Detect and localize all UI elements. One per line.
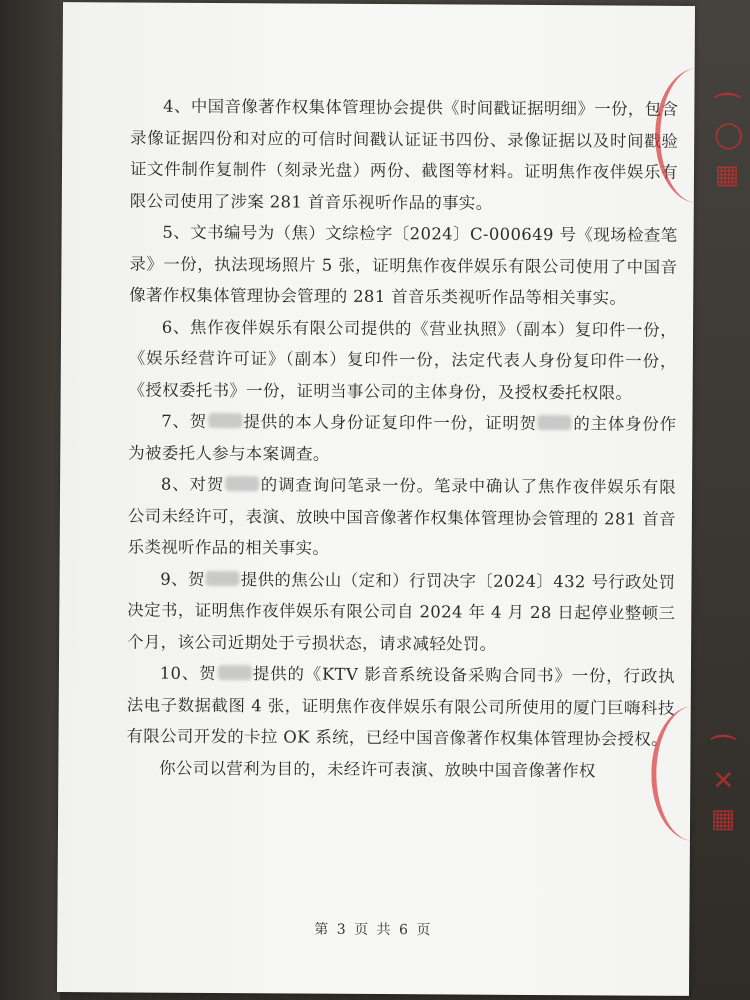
paragraph-item-7: 7、贺 提供的本人身份证复印件一份，证明贺 的主体身份作为被委托人参与本案调查。 xyxy=(128,411,677,464)
document-page xyxy=(57,2,744,996)
seal-stamp-edge xyxy=(651,706,737,842)
paragraph-item-4: 4、中国音像著作权集体管理协会提供《时间戳证据明细》一份，包含录像证据四份和对应的可信时间戳认证证书四份、录像证据以及时间戳验证文件制作复制件（刻录光盘）两份、截图等材料。证明焦作夜伴娱乐有限公司使用了涉案 281 首音乐视听作品的事实。 xyxy=(129,96,679,213)
seal-mark-icon: ⌒ xyxy=(710,734,737,765)
seal-mark-icon: ▦ xyxy=(710,804,736,835)
paragraph-item-10: 10、贺 提供的《KTV 影音系统设备采购合同书》一份，行政执法电子数据截图 4 张，证明焦作夜伴娱乐有限公司所使用的厦门巨嗨科技有限公司开发的卡拉 OK 系统，已经中国音像著作权集体管理协会授权。 xyxy=(126,663,675,749)
background-shadow xyxy=(0,0,60,1000)
seal-mark-icon: ⌒ xyxy=(714,92,741,123)
page-footer: 第 3 页 共 6 页 xyxy=(314,921,433,939)
paragraph-item-6: 6、焦作夜伴娱乐有限公司提供的《营业执照》（副本）复印件一份，《娱乐经营许可证》（副本）复印件一份，法定代表人身份复印件一份，《授权委托书》一份，证明当事公司的主体身份，及授权委托权限。 xyxy=(128,317,678,403)
redacted-name xyxy=(206,570,240,585)
seal-mark-icon: ◯ xyxy=(714,120,744,151)
paragraph-conclusion: 你公司以营利为目的，未经许可表演、放映中国音像著作权 xyxy=(159,758,596,780)
paragraph-item-5: 5、文书编号为（焦）文综检字〔2024〕C-000649 号《现场检查笔录》一份，执法现场照片 5 张，证明焦作夜伴娱乐有限公司使用了中国音像著作权集体管理协会管理的 281 首音乐类视听作品等相关事实。 xyxy=(129,222,678,308)
seal-mark-icon: ▦ xyxy=(714,160,740,191)
document-body xyxy=(126,90,678,786)
paragraph-item-8: 8、对贺 的调查询问笔录一份。笔录中确认了焦作夜伴娱乐有限公司未经许可，表演、放映中国音像著作权集体管理协会管理的 281 首音乐类视听作品的相关事实。 xyxy=(127,474,677,558)
redacted-name xyxy=(225,476,259,491)
redacted-name xyxy=(208,413,242,428)
seal-stamp-edge xyxy=(655,68,744,204)
seal-mark-icon: ✕ xyxy=(712,766,735,797)
redacted-name xyxy=(538,415,572,430)
paragraph-item-9: 9、贺 提供的焦公山（定和）行罚决字〔2024〕432 号行政处罚决定书，证明焦作夜伴娱乐有限公司自 2024 年 4 月 28 日起停业整顿三个月，该公司近期处于亏损状态，请求减轻处罚。 xyxy=(127,569,676,654)
redacted-name xyxy=(217,665,251,680)
